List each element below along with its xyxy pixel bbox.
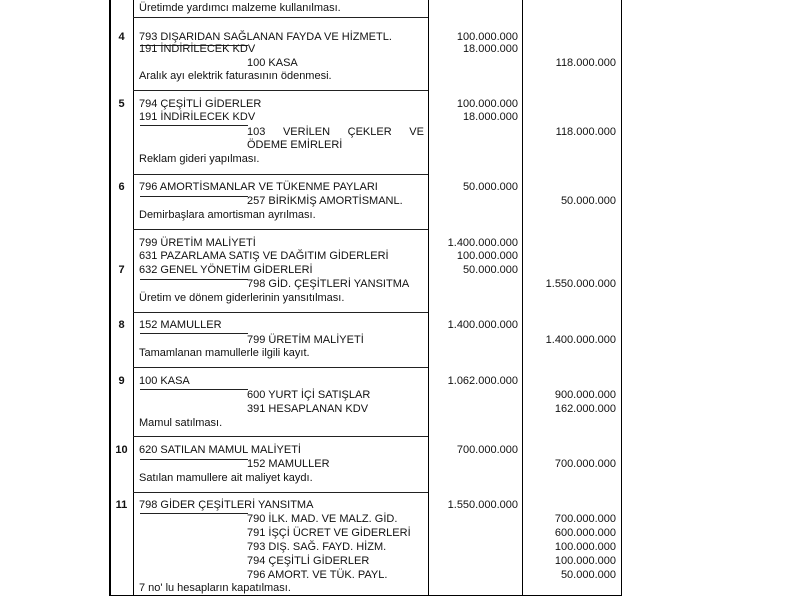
- credit-account-continuation: ÖDEME EMİRLERİ: [247, 139, 343, 151]
- credit-account: 600 YURT İÇİ SATIŞLAR: [247, 389, 371, 401]
- row-separator: [133, 367, 428, 368]
- credit-amount: 600.000.000: [554, 527, 616, 539]
- debit-amount: 50.000.000: [462, 264, 518, 276]
- credit-account-word: VE: [409, 126, 424, 138]
- ledger-right-border: [621, 0, 622, 596]
- debit-amount: 100.000.000: [456, 31, 518, 43]
- entry-number: 8: [118, 319, 125, 331]
- account-underline: [140, 333, 248, 334]
- credit-account-word: 103: [247, 126, 266, 138]
- debit-amount: 18.000.000: [462, 43, 518, 55]
- debit-account: 631 PAZARLAMA SATIŞ VE DAĞITIM GİDERLERİ: [139, 250, 389, 262]
- entry-number: 5: [118, 98, 125, 110]
- account-underline: [140, 125, 248, 126]
- row-separator: [133, 229, 428, 230]
- account-underline: [140, 196, 248, 197]
- debit-account: 794 ÇEŞİTLİ GİDERLER: [139, 98, 262, 110]
- debit-account: 798 GİDER ÇEŞİTLERİ YANSITMA: [139, 499, 314, 511]
- entry-description: Üretim ve dönem giderlerinin yansıtılması.: [139, 292, 345, 304]
- credit-amount: 50.000.000: [560, 195, 616, 207]
- credit-account: 794 ÇEŞİTLİ GİDERLER: [247, 555, 370, 567]
- account-underline: [140, 459, 248, 460]
- row-separator: [133, 436, 428, 437]
- row-separator: [133, 174, 428, 175]
- debit-account: 799 ÜRETİM MALİYETİ: [139, 237, 256, 249]
- account-underline: [140, 513, 248, 514]
- debit-amount: 100.000.000: [456, 98, 518, 110]
- credit-amount: 900.000.000: [554, 389, 616, 401]
- debit-account: 191 İNDİRİLECEK KDV: [139, 111, 256, 123]
- debit-account: 796 AMORTİSMANLAR VE TÜKENME PAYLARI: [139, 181, 378, 193]
- credit-amount: 162.000.000: [554, 403, 616, 415]
- entry-description: Reklam gideri yapılması.: [139, 153, 260, 165]
- debit-account: 632 GENEL YÖNETİM GİDERLERİ: [139, 264, 313, 276]
- debit-amount: 1.400.000.000: [447, 319, 518, 331]
- entry-number: 9: [118, 375, 125, 387]
- debit-account: 152 MAMULLER: [139, 319, 222, 331]
- entry-description: Satılan mamullere ait maliyet kaydı.: [139, 472, 313, 484]
- debit-account: 100 KASA: [139, 375, 190, 387]
- credit-account: 796 AMORT. VE TÜK. PAYL.: [247, 569, 388, 581]
- debit-amount: 100.000.000: [456, 250, 518, 262]
- credit-amount: 700.000.000: [554, 513, 616, 525]
- entry-description: 7 no' lu hesapların kapatılması.: [139, 582, 291, 594]
- credit-amount: 1.550.000.000: [545, 278, 616, 290]
- credit-amount: 118.000.000: [555, 57, 616, 69]
- row-separator: [133, 90, 428, 91]
- debit-amount: 1.062.000.000: [447, 375, 518, 387]
- entry-number: 4: [118, 31, 125, 43]
- entry-number: 11: [115, 499, 128, 511]
- account-underline: [140, 389, 248, 390]
- credit-amount: 700.000.000: [554, 458, 616, 470]
- credit-account-word: ÇEKLER: [347, 126, 392, 138]
- credit-account: 100 KASA: [247, 57, 298, 69]
- credit-amount: 1.400.000.000: [545, 334, 616, 346]
- credit-amount: 100.000.000: [554, 541, 616, 553]
- credit-account: 799 ÜRETİM MALİYETİ: [247, 334, 364, 346]
- entry-description: Mamul satılması.: [139, 417, 223, 429]
- debit-amount: 700.000.000: [456, 444, 518, 456]
- credit-account: 152 MAMULLER: [247, 458, 330, 470]
- debit-amount: 1.550.000.000: [447, 499, 518, 511]
- entry-description: Üretimde yardımcı malzeme kullanılması.: [139, 2, 341, 14]
- row-separator: [133, 492, 428, 493]
- credit-account: 257 BİRİKMİŞ AMORTİSMANL.: [247, 195, 403, 207]
- row-separator: [133, 17, 428, 18]
- entry-description: Tamamlanan mamullerle ilgili kayıt.: [139, 347, 310, 359]
- credit-account: 391 HESAPLANAN KDV: [247, 403, 369, 415]
- credit-account: 793 DIŞ. SAĞ. FAYD. HİZM.: [247, 541, 387, 553]
- entry-number: 7: [118, 264, 125, 276]
- debit-column-divider: [522, 0, 523, 596]
- credit-amount: 50.000.000: [560, 569, 616, 581]
- debit-account: 620 SATILAN MAMUL MALİYETİ: [139, 444, 301, 456]
- debit-account: 793 DIŞARIDAN SAĞLANAN FAYDA VE HİZMETL.: [139, 31, 392, 43]
- debit-amount: 18.000.000: [462, 111, 518, 123]
- credit-account: 798 GİD. ÇEŞİTLERİ YANSITMA: [247, 278, 410, 290]
- account-underline: [140, 279, 248, 280]
- entry-description: Aralık ayı elektrik faturasının ödenmesi.: [139, 70, 332, 82]
- credit-account: 791 İŞÇİ ÜCRET VE GİDERLERİ: [247, 527, 411, 539]
- credit-account: [247, 126, 424, 139]
- row-separator: [133, 312, 428, 313]
- credit-account-word: VERİLEN: [282, 126, 331, 138]
- ledger-bottom-border: [110, 595, 622, 596]
- entry-description: Demirbaşlara amortisman ayrılması.: [139, 209, 316, 221]
- entry-number: 10: [115, 444, 128, 456]
- entry-number: 6: [118, 181, 125, 193]
- debit-account: 191 İNDİRİLECEK KDV: [139, 43, 256, 55]
- credit-amount: 100.000.000: [554, 555, 616, 567]
- credit-account: 790 İLK. MAD. VE MALZ. GİD.: [247, 513, 398, 525]
- credit-amount: 118.000.000: [555, 126, 616, 138]
- debit-amount: 50.000.000: [462, 181, 518, 193]
- debit-amount: 1.400.000.000: [447, 237, 518, 249]
